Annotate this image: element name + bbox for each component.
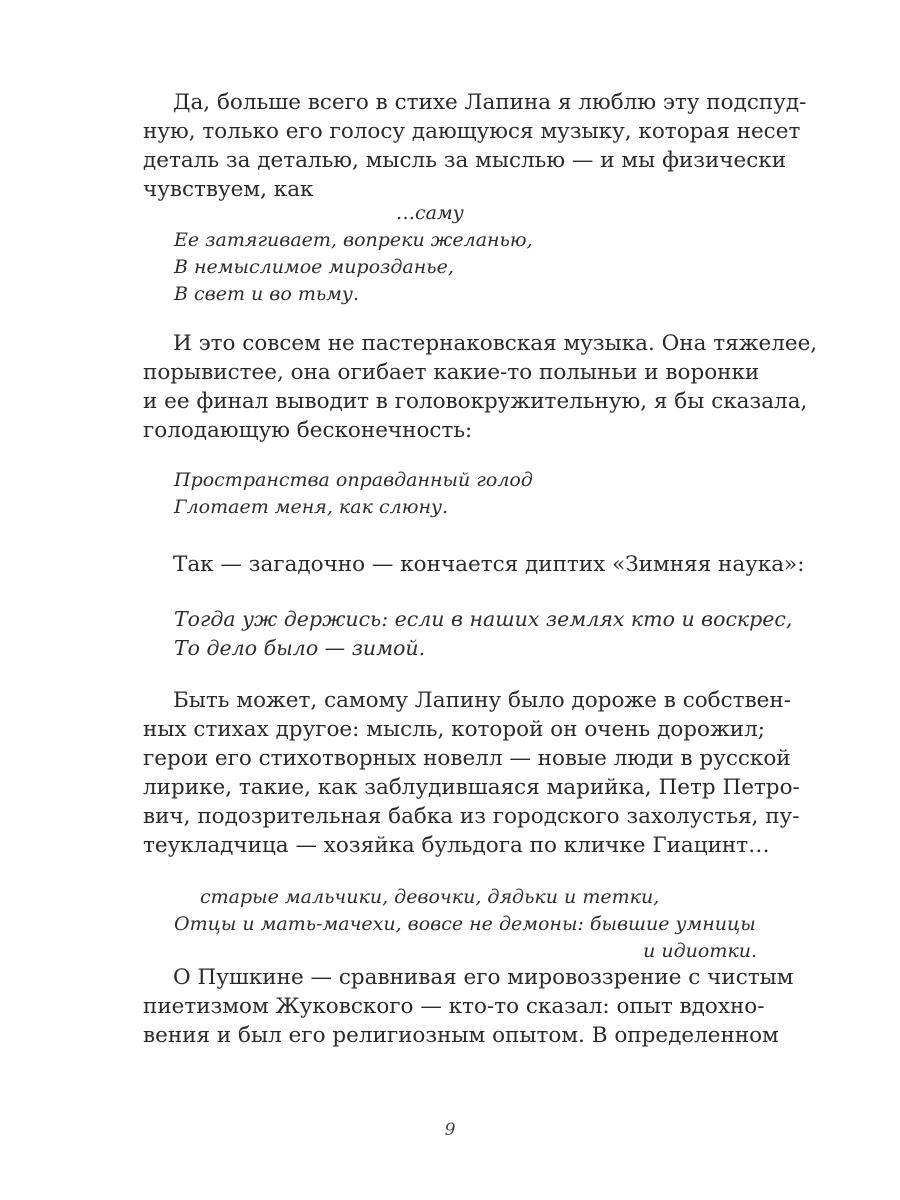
text-line: порывистее, она огибает какие-то полыньи и воронки: [143, 360, 760, 385]
text-line: вич, подозрительная бабка из городского захолустья, пу-: [143, 804, 800, 829]
text-line: лирике, такие, как заблудившаяся марийка, Петр Петро-: [143, 775, 800, 800]
verse-quote-2: [174, 467, 533, 521]
text-line: вения и был его религиозным опытом. В определенном: [143, 1023, 779, 1048]
verse-line: В немыслимое мирозданье,: [174, 256, 454, 278]
verse-quote-4: [174, 884, 757, 965]
verse-line: То дело было — зимой.: [174, 636, 426, 660]
text-line: теукладчица — хозяйка бульдога по кличке Гиацинт…: [143, 833, 770, 858]
text-line: герои его стихотворных новелл — новые люди в русской: [143, 746, 791, 771]
paragraph-1: [143, 88, 807, 204]
paragraph-2: [143, 329, 818, 445]
verse-line: Отцы и мать-мачехи, вовсе не демоны: бывшие умницы: [174, 913, 756, 935]
verse-line: Пространства оправданный голод: [174, 469, 533, 491]
text-line: ную, только его голосу дающуюся музыку, которая несет: [143, 119, 801, 144]
page-number: 9: [444, 1120, 456, 1140]
text-line: чувствуем, как: [143, 177, 314, 202]
paragraph-4: [143, 686, 800, 860]
verse-line: старые мальчики, девочки, дядьки и тетки,: [200, 886, 660, 908]
verse-quote-3: [174, 605, 792, 663]
paragraph-3: [143, 550, 805, 579]
verse-quote-1: [174, 200, 533, 308]
verse-line: Глотает меня, как слюну.: [174, 496, 449, 518]
text-line: Быть может, самому Лапину было дороже в собствен-: [173, 688, 791, 713]
verse-line: В свет и во тьму.: [174, 283, 359, 305]
text-line: голодающую бесконечность:: [143, 418, 473, 443]
verse-line: Ее затягивает, вопреки желанью,: [174, 229, 533, 251]
text-line: И это совсем не пастернаковская музыка. Она тяжелее,: [173, 331, 818, 356]
verse-line: Тогда уж держись: если в наших землях кто и воскрес,: [174, 607, 793, 631]
verse-line: и идиотки.: [643, 940, 757, 962]
text-line: Да, больше всего в стихе Лапина я люблю эту подспуд-: [173, 90, 807, 115]
text-line: О Пушкине — сравнивая его мировоззрение с чистым: [173, 965, 794, 990]
text-line: Так — загадочно — кончается диптих «Зимняя наука»:: [173, 552, 805, 577]
text-line: ных стихах другое: мысль, которой он очень дорожил;: [143, 717, 765, 742]
text-line: деталь за деталью, мысль за мыслью — и мы физически: [143, 148, 787, 173]
text-line: пиетизмом Жуковского — кто-то сказал: опыт вдохно-: [143, 994, 765, 1019]
paragraph-5: [143, 963, 794, 1050]
text-line: и ее финал выводит в головокружительную, я бы сказала,: [143, 389, 808, 414]
verse-line: …саму: [396, 202, 464, 224]
